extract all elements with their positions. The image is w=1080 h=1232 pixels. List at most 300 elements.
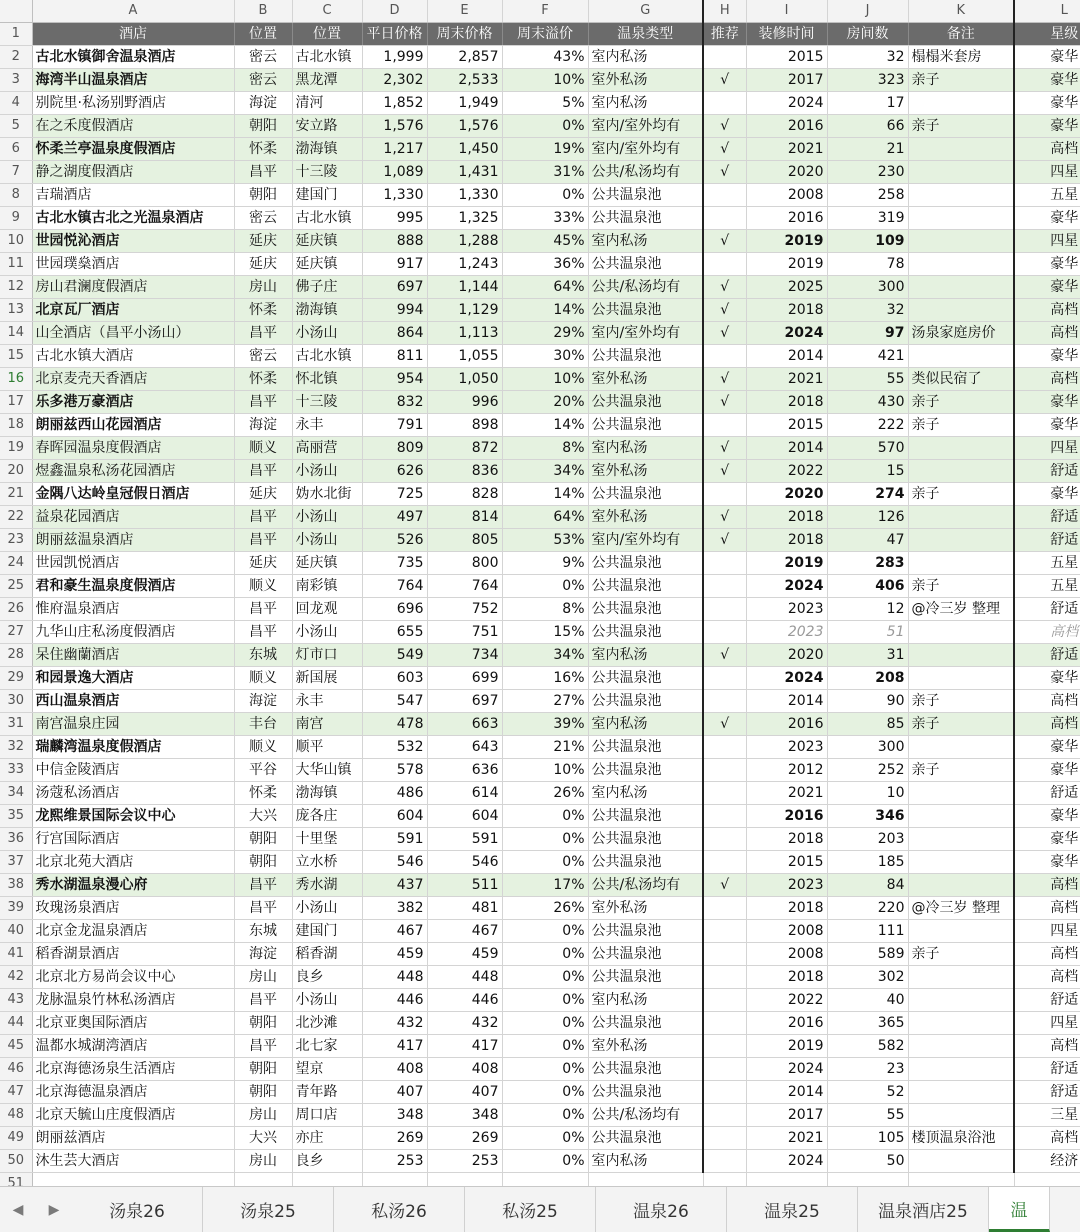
cell-weekend-price[interactable]: 348 bbox=[427, 1104, 502, 1127]
cell-weekday-price[interactable]: 459 bbox=[362, 943, 427, 966]
cell-renovation-year[interactable]: 2018 bbox=[746, 506, 827, 529]
cell-renovation-year[interactable]: 2021 bbox=[746, 368, 827, 391]
cell-star-rating[interactable]: 豪华 bbox=[1014, 667, 1080, 690]
cell-weekend-price[interactable]: 751 bbox=[427, 621, 502, 644]
row-number[interactable]: 5 bbox=[0, 115, 32, 138]
cell-weekend-price[interactable]: 481 bbox=[427, 897, 502, 920]
cell-weekday-price[interactable]: 764 bbox=[362, 575, 427, 598]
row-number[interactable]: 27 bbox=[0, 621, 32, 644]
cell-hotel[interactable]: 秀水湖温泉漫心府 bbox=[32, 874, 234, 897]
cell-location[interactable]: 高丽营 bbox=[292, 437, 362, 460]
cell-recommend[interactable] bbox=[703, 1058, 746, 1081]
cell-weekday-price[interactable] bbox=[362, 1173, 427, 1187]
cell-star-rating[interactable]: 五星 bbox=[1014, 575, 1080, 598]
cell-recommend[interactable]: √ bbox=[703, 230, 746, 253]
cell-weekend-price[interactable]: 764 bbox=[427, 575, 502, 598]
cell-weekend-price[interactable]: 269 bbox=[427, 1127, 502, 1150]
cell-remark[interactable]: 楼顶温泉浴池 bbox=[908, 1127, 1014, 1150]
cell-room-count[interactable]: 10 bbox=[827, 782, 908, 805]
row-number[interactable]: 6 bbox=[0, 138, 32, 161]
cell-weekend-price[interactable]: 1,330 bbox=[427, 184, 502, 207]
cell-star-rating[interactable]: 五星 bbox=[1014, 552, 1080, 575]
cell-renovation-year[interactable]: 2020 bbox=[746, 161, 827, 184]
cell-location[interactable]: 十里堡 bbox=[292, 828, 362, 851]
cell-recommend[interactable] bbox=[703, 598, 746, 621]
cell-spring-type[interactable]: 室内/室外均有 bbox=[588, 529, 703, 552]
cell-room-count[interactable]: 32 bbox=[827, 299, 908, 322]
cell-weekend-premium[interactable]: 0% bbox=[502, 1058, 588, 1081]
cell-spring-type[interactable]: 室外私汤 bbox=[588, 1035, 703, 1058]
cell-renovation-year[interactable]: 2018 bbox=[746, 299, 827, 322]
cell-room-count[interactable]: 126 bbox=[827, 506, 908, 529]
cell-location[interactable]: 古北水镇 bbox=[292, 207, 362, 230]
cell-district[interactable]: 昌平 bbox=[234, 874, 292, 897]
cell-recommend[interactable] bbox=[703, 207, 746, 230]
cell-weekend-price[interactable]: 546 bbox=[427, 851, 502, 874]
cell-hotel[interactable]: 西山温泉酒店 bbox=[32, 690, 234, 713]
cell-recommend[interactable] bbox=[703, 345, 746, 368]
cell-recommend[interactable]: √ bbox=[703, 391, 746, 414]
cell-location[interactable]: 北沙滩 bbox=[292, 1012, 362, 1035]
cell-hotel[interactable]: 稻香湖景酒店 bbox=[32, 943, 234, 966]
cell-room-count[interactable]: 40 bbox=[827, 989, 908, 1012]
cell-location[interactable]: 秀水湖 bbox=[292, 874, 362, 897]
cell-recommend[interactable]: √ bbox=[703, 138, 746, 161]
cell-remark[interactable]: 类似民宿了 bbox=[908, 368, 1014, 391]
cell-hotel[interactable]: 益泉花园酒店 bbox=[32, 506, 234, 529]
cell-location[interactable]: 望京 bbox=[292, 1058, 362, 1081]
cell-recommend[interactable] bbox=[703, 621, 746, 644]
cell-district[interactable] bbox=[234, 1173, 292, 1187]
cell-remark[interactable] bbox=[908, 667, 1014, 690]
cell-weekday-price[interactable]: 549 bbox=[362, 644, 427, 667]
cell-renovation-year[interactable]: 2018 bbox=[746, 966, 827, 989]
cell-location[interactable]: 良乡 bbox=[292, 1150, 362, 1173]
cell-renovation-year[interactable]: 2024 bbox=[746, 322, 827, 345]
cell-weekday-price[interactable]: 1,576 bbox=[362, 115, 427, 138]
cell-remark[interactable] bbox=[908, 299, 1014, 322]
cell-recommend[interactable] bbox=[703, 414, 746, 437]
cell-renovation-year[interactable]: 2016 bbox=[746, 805, 827, 828]
cell-spring-type[interactable] bbox=[588, 1173, 703, 1187]
row-number[interactable]: 50 bbox=[0, 1150, 32, 1173]
cell-recommend[interactable]: √ bbox=[703, 713, 746, 736]
cell-weekend-price[interactable]: 898 bbox=[427, 414, 502, 437]
cell-district[interactable]: 朝阳 bbox=[234, 115, 292, 138]
cell-hotel[interactable]: 世园悦沁酒店 bbox=[32, 230, 234, 253]
cell-district[interactable]: 延庆 bbox=[234, 230, 292, 253]
cell-weekday-price[interactable]: 253 bbox=[362, 1150, 427, 1173]
cell-renovation-year[interactable]: 2015 bbox=[746, 414, 827, 437]
header-recommend[interactable]: 推荐 bbox=[703, 23, 746, 46]
cell-spring-type[interactable]: 室外私汤 bbox=[588, 460, 703, 483]
cell-room-count[interactable]: 252 bbox=[827, 759, 908, 782]
row-number[interactable]: 1 bbox=[0, 23, 32, 46]
cell-room-count[interactable]: 300 bbox=[827, 276, 908, 299]
cell-renovation-year[interactable]: 2019 bbox=[746, 230, 827, 253]
cell-location[interactable]: 永丰 bbox=[292, 414, 362, 437]
sheet-tab[interactable]: 私汤25 bbox=[465, 1187, 596, 1232]
select-all-corner[interactable] bbox=[0, 0, 32, 23]
cell-weekend-price[interactable]: 604 bbox=[427, 805, 502, 828]
cell-recommend[interactable] bbox=[703, 575, 746, 598]
cell-weekend-premium[interactable]: 0% bbox=[502, 989, 588, 1012]
cell-district[interactable]: 海淀 bbox=[234, 943, 292, 966]
cell-weekend-price[interactable]: 1,129 bbox=[427, 299, 502, 322]
cell-weekend-premium[interactable]: 9% bbox=[502, 552, 588, 575]
cell-room-count[interactable]: 430 bbox=[827, 391, 908, 414]
cell-renovation-year[interactable]: 2024 bbox=[746, 1058, 827, 1081]
cell-district[interactable]: 密云 bbox=[234, 207, 292, 230]
cell-location[interactable]: 妫水北街 bbox=[292, 483, 362, 506]
cell-renovation-year[interactable]: 2016 bbox=[746, 207, 827, 230]
row-number[interactable]: 16 bbox=[0, 368, 32, 391]
cell-spring-type[interactable]: 公共温泉池 bbox=[588, 598, 703, 621]
cell-remark[interactable] bbox=[908, 276, 1014, 299]
cell-weekend-premium[interactable]: 5% bbox=[502, 92, 588, 115]
cell-weekday-price[interactable]: 467 bbox=[362, 920, 427, 943]
cell-weekend-price[interactable]: 407 bbox=[427, 1081, 502, 1104]
cell-weekday-price[interactable]: 832 bbox=[362, 391, 427, 414]
cell-star-rating[interactable]: 五星 bbox=[1014, 184, 1080, 207]
cell-spring-type[interactable]: 室外私汤 bbox=[588, 69, 703, 92]
cell-district[interactable]: 顺义 bbox=[234, 437, 292, 460]
row-number[interactable]: 37 bbox=[0, 851, 32, 874]
cell-room-count[interactable]: 84 bbox=[827, 874, 908, 897]
cell-hotel[interactable]: 静之湖度假酒店 bbox=[32, 161, 234, 184]
cell-weekend-premium[interactable]: 0% bbox=[502, 1035, 588, 1058]
cell-weekday-price[interactable]: 604 bbox=[362, 805, 427, 828]
cell-district[interactable]: 密云 bbox=[234, 69, 292, 92]
cell-weekday-price[interactable]: 591 bbox=[362, 828, 427, 851]
cell-recommend[interactable] bbox=[703, 253, 746, 276]
row-number[interactable]: 45 bbox=[0, 1035, 32, 1058]
cell-room-count[interactable]: 230 bbox=[827, 161, 908, 184]
cell-location[interactable]: 北七家 bbox=[292, 1035, 362, 1058]
cell-spring-type[interactable]: 室内私汤 bbox=[588, 230, 703, 253]
cell-recommend[interactable] bbox=[703, 184, 746, 207]
cell-renovation-year[interactable]: 2015 bbox=[746, 46, 827, 69]
cell-district[interactable]: 朝阳 bbox=[234, 1058, 292, 1081]
cell-room-count[interactable]: 90 bbox=[827, 690, 908, 713]
column-header-c[interactable]: C bbox=[292, 0, 362, 23]
cell-room-count[interactable]: 85 bbox=[827, 713, 908, 736]
row-number[interactable]: 9 bbox=[0, 207, 32, 230]
cell-room-count[interactable]: 258 bbox=[827, 184, 908, 207]
header-district[interactable]: 位置 bbox=[234, 23, 292, 46]
cell-weekend-premium[interactable]: 14% bbox=[502, 414, 588, 437]
cell-star-rating[interactable]: 四星 bbox=[1014, 1012, 1080, 1035]
cell-recommend[interactable] bbox=[703, 1035, 746, 1058]
cell-spring-type[interactable]: 室内/室外均有 bbox=[588, 138, 703, 161]
cell-location[interactable] bbox=[292, 1173, 362, 1187]
cell-hotel[interactable]: 别院里·私汤别野酒店 bbox=[32, 92, 234, 115]
cell-district[interactable]: 怀柔 bbox=[234, 299, 292, 322]
cell-weekday-price[interactable]: 417 bbox=[362, 1035, 427, 1058]
cell-district[interactable]: 房山 bbox=[234, 966, 292, 989]
cell-spring-type[interactable]: 公共温泉池 bbox=[588, 621, 703, 644]
cell-weekend-premium[interactable]: 0% bbox=[502, 1127, 588, 1150]
row-number[interactable]: 38 bbox=[0, 874, 32, 897]
cell-location[interactable]: 立水桥 bbox=[292, 851, 362, 874]
cell-hotel[interactable]: 惟府温泉酒店 bbox=[32, 598, 234, 621]
cell-recommend[interactable] bbox=[703, 1104, 746, 1127]
cell-room-count[interactable]: 570 bbox=[827, 437, 908, 460]
cell-renovation-year[interactable]: 2016 bbox=[746, 115, 827, 138]
cell-remark[interactable]: 亲子 bbox=[908, 115, 1014, 138]
cell-spring-type[interactable]: 公共温泉池 bbox=[588, 943, 703, 966]
row-number[interactable]: 46 bbox=[0, 1058, 32, 1081]
cell-weekend-premium[interactable]: 45% bbox=[502, 230, 588, 253]
cell-star-rating[interactable]: 豪华 bbox=[1014, 115, 1080, 138]
cell-remark[interactable] bbox=[908, 828, 1014, 851]
cell-weekend-premium[interactable]: 27% bbox=[502, 690, 588, 713]
cell-spring-type[interactable]: 室外私汤 bbox=[588, 368, 703, 391]
cell-room-count[interactable]: 365 bbox=[827, 1012, 908, 1035]
cell-weekday-price[interactable]: 917 bbox=[362, 253, 427, 276]
cell-star-rating[interactable]: 豪华 bbox=[1014, 414, 1080, 437]
cell-weekend-price[interactable]: 459 bbox=[427, 943, 502, 966]
cell-star-rating[interactable]: 高档 bbox=[1014, 713, 1080, 736]
cell-room-count[interactable]: 406 bbox=[827, 575, 908, 598]
cell-spring-type[interactable]: 室内私汤 bbox=[588, 92, 703, 115]
row-number[interactable]: 20 bbox=[0, 460, 32, 483]
cell-weekend-premium[interactable]: 33% bbox=[502, 207, 588, 230]
header-remark[interactable]: 备注 bbox=[908, 23, 1014, 46]
cell-weekend-price[interactable]: 448 bbox=[427, 966, 502, 989]
cell-district[interactable]: 昌平 bbox=[234, 621, 292, 644]
next-sheet-icon[interactable]: ▶ bbox=[48, 1201, 60, 1218]
cell-weekend-premium[interactable]: 64% bbox=[502, 506, 588, 529]
cell-remark[interactable] bbox=[908, 874, 1014, 897]
cell-weekend-premium[interactable]: 21% bbox=[502, 736, 588, 759]
cell-spring-type[interactable]: 室内私汤 bbox=[588, 782, 703, 805]
cell-renovation-year[interactable]: 2024 bbox=[746, 667, 827, 690]
cell-weekend-price[interactable]: 1,113 bbox=[427, 322, 502, 345]
row-number[interactable]: 29 bbox=[0, 667, 32, 690]
cell-district[interactable]: 昌平 bbox=[234, 529, 292, 552]
cell-star-rating[interactable]: 高档 bbox=[1014, 966, 1080, 989]
cell-weekend-price[interactable]: 872 bbox=[427, 437, 502, 460]
cell-recommend[interactable]: √ bbox=[703, 529, 746, 552]
cell-district[interactable]: 延庆 bbox=[234, 483, 292, 506]
cell-hotel[interactable]: 北京海德温泉酒店 bbox=[32, 1081, 234, 1104]
cell-hotel[interactable]: 北京亚奥国际酒店 bbox=[32, 1012, 234, 1035]
cell-weekend-price[interactable]: 699 bbox=[427, 667, 502, 690]
cell-weekend-premium[interactable]: 10% bbox=[502, 69, 588, 92]
row-number[interactable]: 39 bbox=[0, 897, 32, 920]
cell-weekend-price[interactable]: 1,949 bbox=[427, 92, 502, 115]
row-number[interactable]: 23 bbox=[0, 529, 32, 552]
cell-district[interactable]: 海淀 bbox=[234, 414, 292, 437]
cell-spring-type[interactable]: 室内私汤 bbox=[588, 989, 703, 1012]
cell-weekend-premium[interactable]: 43% bbox=[502, 46, 588, 69]
cell-remark[interactable]: 亲子 bbox=[908, 483, 1014, 506]
row-number[interactable]: 2 bbox=[0, 46, 32, 69]
row-number[interactable]: 44 bbox=[0, 1012, 32, 1035]
cell-recommend[interactable]: √ bbox=[703, 368, 746, 391]
cell-weekend-price[interactable]: 591 bbox=[427, 828, 502, 851]
cell-hotel[interactable]: 春晖园温泉度假酒店 bbox=[32, 437, 234, 460]
cell-star-rating[interactable]: 舒适 bbox=[1014, 782, 1080, 805]
cell-room-count[interactable]: 111 bbox=[827, 920, 908, 943]
cell-room-count[interactable]: 319 bbox=[827, 207, 908, 230]
row-number[interactable]: 4 bbox=[0, 92, 32, 115]
cell-weekend-premium[interactable]: 26% bbox=[502, 897, 588, 920]
cell-district[interactable]: 朝阳 bbox=[234, 184, 292, 207]
cell-star-rating[interactable]: 豪华 bbox=[1014, 345, 1080, 368]
cell-weekday-price[interactable]: 408 bbox=[362, 1058, 427, 1081]
cell-recommend[interactable]: √ bbox=[703, 276, 746, 299]
cell-weekend-premium[interactable]: 26% bbox=[502, 782, 588, 805]
row-number[interactable]: 24 bbox=[0, 552, 32, 575]
cell-renovation-year[interactable]: 2020 bbox=[746, 483, 827, 506]
cell-star-rating[interactable]: 舒适 bbox=[1014, 1058, 1080, 1081]
cell-room-count[interactable]: 421 bbox=[827, 345, 908, 368]
cell-hotel[interactable]: 温都水城湖湾酒店 bbox=[32, 1035, 234, 1058]
cell-weekend-price[interactable]: 417 bbox=[427, 1035, 502, 1058]
row-number[interactable]: 26 bbox=[0, 598, 32, 621]
cell-remark[interactable]: 亲子 bbox=[908, 69, 1014, 92]
cell-remark[interactable] bbox=[908, 184, 1014, 207]
cell-spring-type[interactable]: 公共温泉池 bbox=[588, 299, 703, 322]
header-weekend-price[interactable]: 周末价格 bbox=[427, 23, 502, 46]
sheet-tab[interactable]: 私汤26 bbox=[334, 1187, 465, 1232]
column-header-a[interactable]: A bbox=[32, 0, 234, 23]
cell-hotel[interactable]: 金隅八达岭皇冠假日酒店 bbox=[32, 483, 234, 506]
column-header-e[interactable]: E bbox=[427, 0, 502, 23]
cell-weekend-price[interactable]: 1,325 bbox=[427, 207, 502, 230]
row-number[interactable]: 15 bbox=[0, 345, 32, 368]
cell-weekend-premium[interactable]: 0% bbox=[502, 1081, 588, 1104]
cell-district[interactable]: 密云 bbox=[234, 46, 292, 69]
cell-renovation-year[interactable]: 2018 bbox=[746, 529, 827, 552]
cell-hotel[interactable]: 汤蔻私汤酒店 bbox=[32, 782, 234, 805]
cell-hotel[interactable]: 朗丽兹酒店 bbox=[32, 1127, 234, 1150]
cell-location[interactable]: 南宫 bbox=[292, 713, 362, 736]
cell-spring-type[interactable]: 室外私汤 bbox=[588, 506, 703, 529]
cell-weekday-price[interactable]: 655 bbox=[362, 621, 427, 644]
column-header-j[interactable]: J bbox=[827, 0, 908, 23]
cell-weekend-price[interactable]: 663 bbox=[427, 713, 502, 736]
row-number[interactable]: 32 bbox=[0, 736, 32, 759]
cell-district[interactable]: 昌平 bbox=[234, 460, 292, 483]
column-header-f[interactable]: F bbox=[502, 0, 588, 23]
cell-recommend[interactable] bbox=[703, 851, 746, 874]
cell-renovation-year[interactable]: 2024 bbox=[746, 92, 827, 115]
cell-room-count[interactable]: 31 bbox=[827, 644, 908, 667]
cell-recommend[interactable] bbox=[703, 1150, 746, 1173]
cell-weekday-price[interactable]: 478 bbox=[362, 713, 427, 736]
cell-spring-type[interactable]: 公共温泉池 bbox=[588, 851, 703, 874]
cell-star-rating[interactable]: 高档 bbox=[1014, 690, 1080, 713]
cell-location[interactable]: 庞各庄 bbox=[292, 805, 362, 828]
cell-room-count[interactable]: 32 bbox=[827, 46, 908, 69]
cell-spring-type[interactable]: 公共温泉池 bbox=[588, 253, 703, 276]
cell-star-rating[interactable] bbox=[1014, 1173, 1080, 1187]
cell-district[interactable]: 昌平 bbox=[234, 989, 292, 1012]
cell-location[interactable]: 小汤山 bbox=[292, 989, 362, 1012]
cell-weekend-premium[interactable]: 64% bbox=[502, 276, 588, 299]
row-number[interactable]: 7 bbox=[0, 161, 32, 184]
cell-location[interactable]: 建国门 bbox=[292, 920, 362, 943]
column-header-d[interactable]: D bbox=[362, 0, 427, 23]
cell-remark[interactable] bbox=[908, 1012, 1014, 1035]
cell-remark[interactable] bbox=[908, 460, 1014, 483]
cell-recommend[interactable]: √ bbox=[703, 322, 746, 345]
cell-weekend-premium[interactable]: 0% bbox=[502, 1150, 588, 1173]
cell-weekend-premium[interactable]: 34% bbox=[502, 644, 588, 667]
cell-weekday-price[interactable]: 547 bbox=[362, 690, 427, 713]
cell-renovation-year[interactable]: 2019 bbox=[746, 552, 827, 575]
cell-recommend[interactable]: √ bbox=[703, 644, 746, 667]
cell-location[interactable]: 小汤山 bbox=[292, 621, 362, 644]
cell-weekend-premium[interactable]: 16% bbox=[502, 667, 588, 690]
cell-weekend-premium[interactable]: 10% bbox=[502, 368, 588, 391]
cell-weekend-premium[interactable]: 0% bbox=[502, 805, 588, 828]
cell-renovation-year[interactable]: 2018 bbox=[746, 897, 827, 920]
cell-weekday-price[interactable]: 448 bbox=[362, 966, 427, 989]
cell-star-rating[interactable]: 豪华 bbox=[1014, 253, 1080, 276]
cell-renovation-year[interactable]: 2024 bbox=[746, 575, 827, 598]
cell-star-rating[interactable]: 豪华 bbox=[1014, 759, 1080, 782]
cell-weekend-price[interactable]: 432 bbox=[427, 1012, 502, 1035]
cell-renovation-year[interactable]: 2024 bbox=[746, 1150, 827, 1173]
cell-weekday-price[interactable]: 994 bbox=[362, 299, 427, 322]
cell-location[interactable]: 黑龙潭 bbox=[292, 69, 362, 92]
cell-hotel[interactable]: 世园璞燊酒店 bbox=[32, 253, 234, 276]
cell-remark[interactable] bbox=[908, 552, 1014, 575]
header-hotel[interactable]: 酒店 bbox=[32, 23, 234, 46]
cell-remark[interactable] bbox=[908, 345, 1014, 368]
cell-star-rating[interactable]: 四星 bbox=[1014, 920, 1080, 943]
cell-remark[interactable]: 亲子 bbox=[908, 713, 1014, 736]
cell-recommend[interactable]: √ bbox=[703, 506, 746, 529]
row-number[interactable]: 18 bbox=[0, 414, 32, 437]
cell-room-count[interactable]: 52 bbox=[827, 1081, 908, 1104]
cell-weekday-price[interactable]: 526 bbox=[362, 529, 427, 552]
cell-weekend-price[interactable]: 996 bbox=[427, 391, 502, 414]
cell-hotel[interactable]: 北京麦壳天香酒店 bbox=[32, 368, 234, 391]
cell-location[interactable]: 小汤山 bbox=[292, 506, 362, 529]
column-header-g[interactable]: G bbox=[588, 0, 703, 23]
cell-renovation-year[interactable]: 2014 bbox=[746, 345, 827, 368]
cell-room-count[interactable]: 78 bbox=[827, 253, 908, 276]
cell-recommend[interactable]: √ bbox=[703, 299, 746, 322]
row-number[interactable]: 35 bbox=[0, 805, 32, 828]
row-number[interactable]: 17 bbox=[0, 391, 32, 414]
cell-recommend[interactable]: √ bbox=[703, 69, 746, 92]
cell-hotel[interactable]: 龙脉温泉竹林私汤酒店 bbox=[32, 989, 234, 1012]
cell-location[interactable]: 小汤山 bbox=[292, 460, 362, 483]
cell-room-count[interactable]: 97 bbox=[827, 322, 908, 345]
cell-hotel[interactable]: 玫瑰汤泉酒店 bbox=[32, 897, 234, 920]
cell-weekend-price[interactable]: 1,050 bbox=[427, 368, 502, 391]
cell-weekday-price[interactable]: 1,217 bbox=[362, 138, 427, 161]
cell-remark[interactable] bbox=[908, 1081, 1014, 1104]
cell-room-count[interactable]: 109 bbox=[827, 230, 908, 253]
cell-weekend-price[interactable]: 836 bbox=[427, 460, 502, 483]
cell-weekend-premium[interactable]: 0% bbox=[502, 575, 588, 598]
cell-renovation-year[interactable]: 2016 bbox=[746, 1012, 827, 1035]
cell-star-rating[interactable]: 高档 bbox=[1014, 943, 1080, 966]
cell-star-rating[interactable]: 舒适 bbox=[1014, 506, 1080, 529]
cell-weekday-price[interactable]: 382 bbox=[362, 897, 427, 920]
cell-location[interactable]: 怀北镇 bbox=[292, 368, 362, 391]
cell-weekday-price[interactable]: 1,089 bbox=[362, 161, 427, 184]
cell-location[interactable]: 安立路 bbox=[292, 115, 362, 138]
cell-remark[interactable] bbox=[908, 506, 1014, 529]
